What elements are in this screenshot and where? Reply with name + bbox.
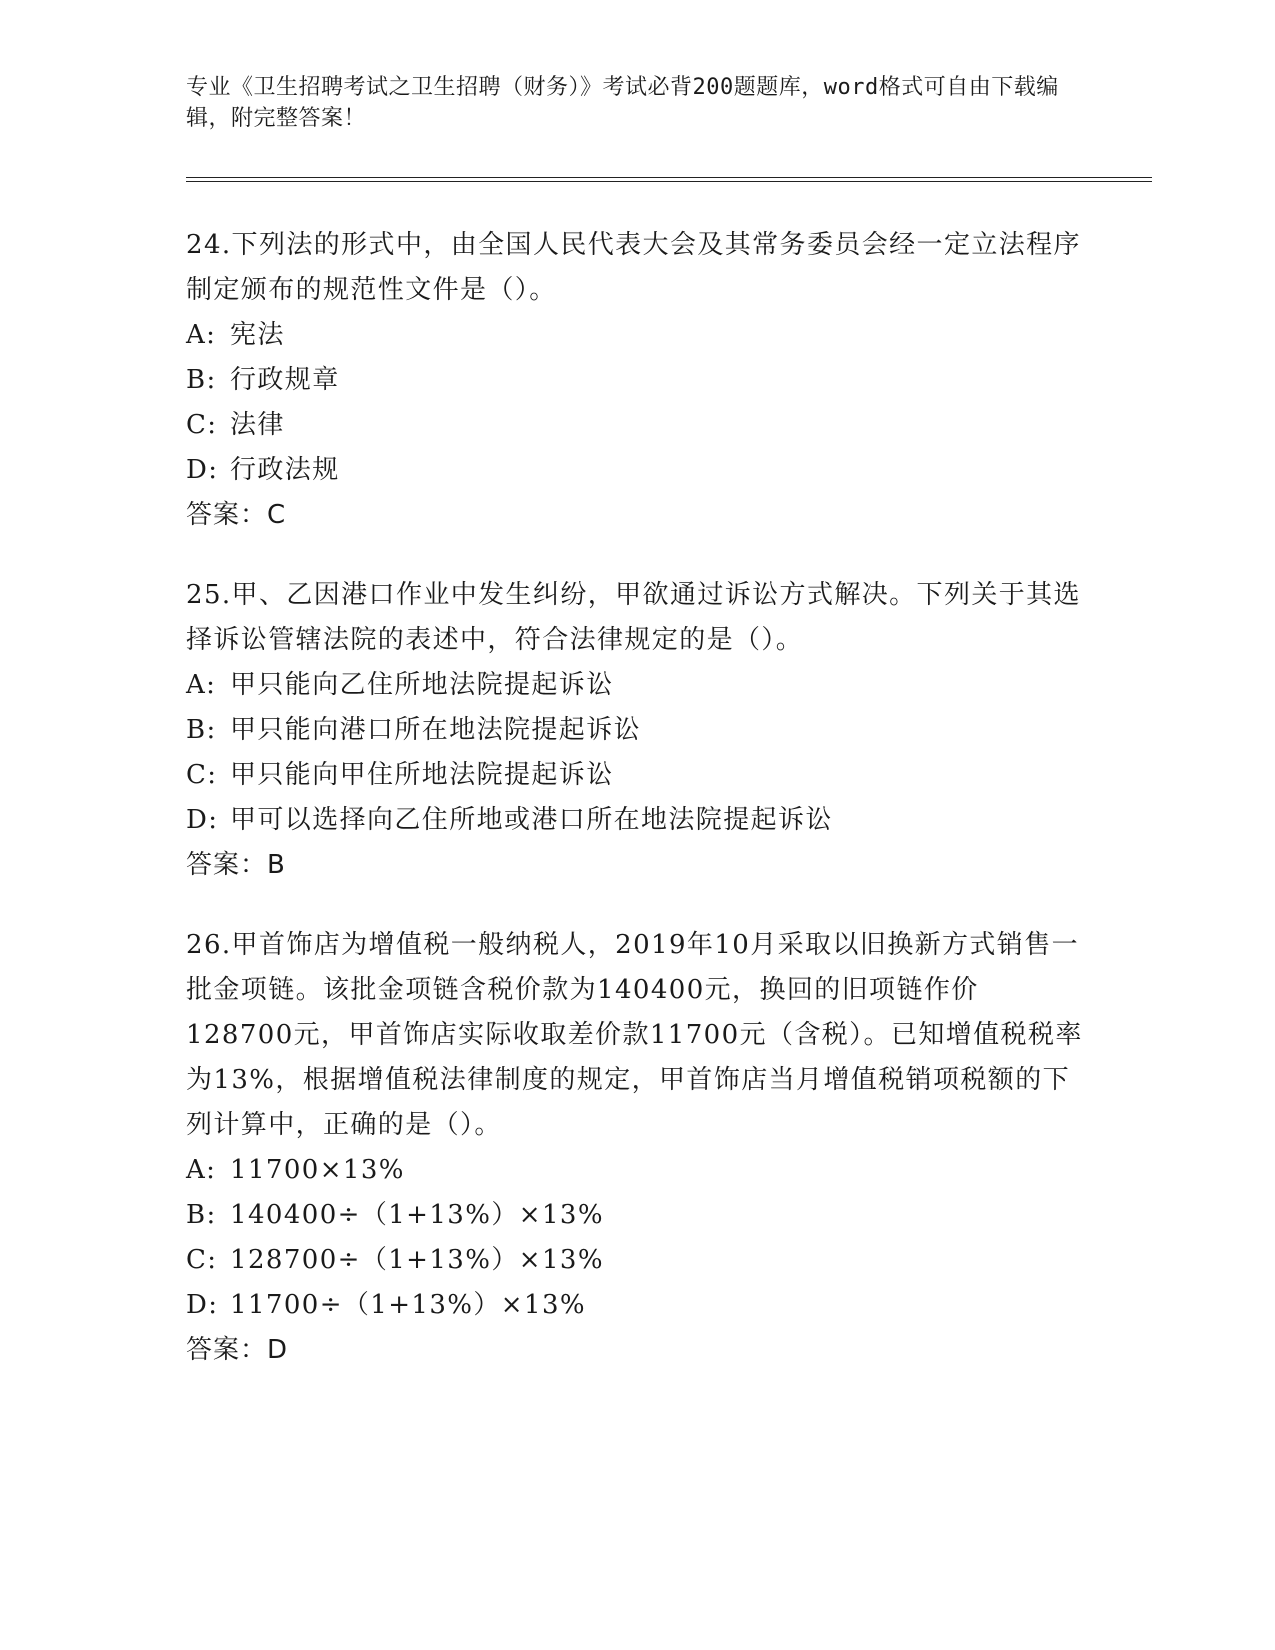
option-a xyxy=(186,1148,1086,1193)
option-text: 11700÷（1+13%）×13% xyxy=(230,1290,586,1320)
question-26 xyxy=(186,923,1086,1373)
option-text: 法律 xyxy=(230,410,285,440)
answer-line xyxy=(186,1328,1086,1373)
question-25 xyxy=(186,573,1086,888)
option-letter: D: xyxy=(186,805,219,835)
question-24 xyxy=(186,223,1086,538)
option-letter: C: xyxy=(186,410,218,440)
option-c xyxy=(186,753,1086,798)
answer-label: 答案： xyxy=(186,500,268,530)
option-text: 128700÷（1+13%）×13% xyxy=(230,1245,604,1275)
option-b xyxy=(186,1193,1086,1238)
option-text: 行政规章 xyxy=(230,365,340,395)
option-text: 140400÷（1+13%）×13% xyxy=(230,1200,604,1230)
option-letter: C: xyxy=(186,760,218,790)
answer-label: 答案： xyxy=(186,1335,268,1365)
option-text: 行政法规 xyxy=(230,455,340,485)
option-a xyxy=(186,663,1086,708)
option-letter: B: xyxy=(186,715,217,745)
option-d xyxy=(186,1283,1086,1328)
document-header xyxy=(186,72,1066,134)
option-b xyxy=(186,708,1086,753)
header-divider xyxy=(186,177,1152,182)
option-text: 甲可以选择向乙住所地或港口所在地法院提起诉讼 xyxy=(230,805,833,835)
header-text: 专业《卫生招聘考试之卫生招聘（财务）》考试必背200题题库，word格式可自由下载编辑，附完整答案！ xyxy=(186,75,1059,131)
option-letter: D: xyxy=(186,455,219,485)
option-letter: A: xyxy=(186,320,217,350)
option-letter: B: xyxy=(186,1200,217,1230)
option-d xyxy=(186,798,1086,843)
option-letter: B: xyxy=(186,365,217,395)
question-stem: 26.甲首饰店为增值税一般纳税人，2019年10月采取以旧换新方式销售一批金项链。该批金项链含税价款为140400元，换回的旧项链作价128700元，甲首饰店实际收取差价款11700元（含税）。已知增值税税率为13%，根据增值税法律制度的规定，甲首饰店当月增值税销项税额的下列计算中，正确的是（）。 xyxy=(186,930,1083,1140)
question-stem: 24.下列法的形式中，由全国人民代表大会及其常务委员会经一定立法程序制定颁布的规范性文件是（）。 xyxy=(186,230,1081,305)
option-letter: D: xyxy=(186,1290,219,1320)
option-text: 甲只能向港口所在地法院提起诉讼 xyxy=(230,715,642,745)
option-text: 宪法 xyxy=(230,320,285,350)
option-b xyxy=(186,358,1086,403)
option-c xyxy=(186,403,1086,448)
option-letter: A: xyxy=(186,670,217,700)
option-text: 11700×13% xyxy=(230,1155,405,1185)
option-d xyxy=(186,448,1086,493)
answer-value: B xyxy=(267,850,286,880)
option-c xyxy=(186,1238,1086,1283)
option-text: 甲只能向甲住所地法院提起诉讼 xyxy=(230,760,614,790)
answer-label: 答案： xyxy=(186,850,268,880)
answer-value: D xyxy=(267,1335,289,1365)
option-a xyxy=(186,313,1086,358)
option-text: 甲只能向乙住所地法院提起诉讼 xyxy=(230,670,614,700)
answer-line xyxy=(186,493,1086,538)
option-letter: A: xyxy=(186,1155,217,1185)
answer-line xyxy=(186,843,1086,888)
option-letter: C: xyxy=(186,1245,218,1275)
answer-value: C xyxy=(267,500,287,530)
question-stem: 25.甲、乙因港口作业中发生纠纷，甲欲通过诉讼方式解决。下列关于其选择诉讼管辖法院的表述中，符合法律规定的是（）。 xyxy=(186,580,1081,655)
